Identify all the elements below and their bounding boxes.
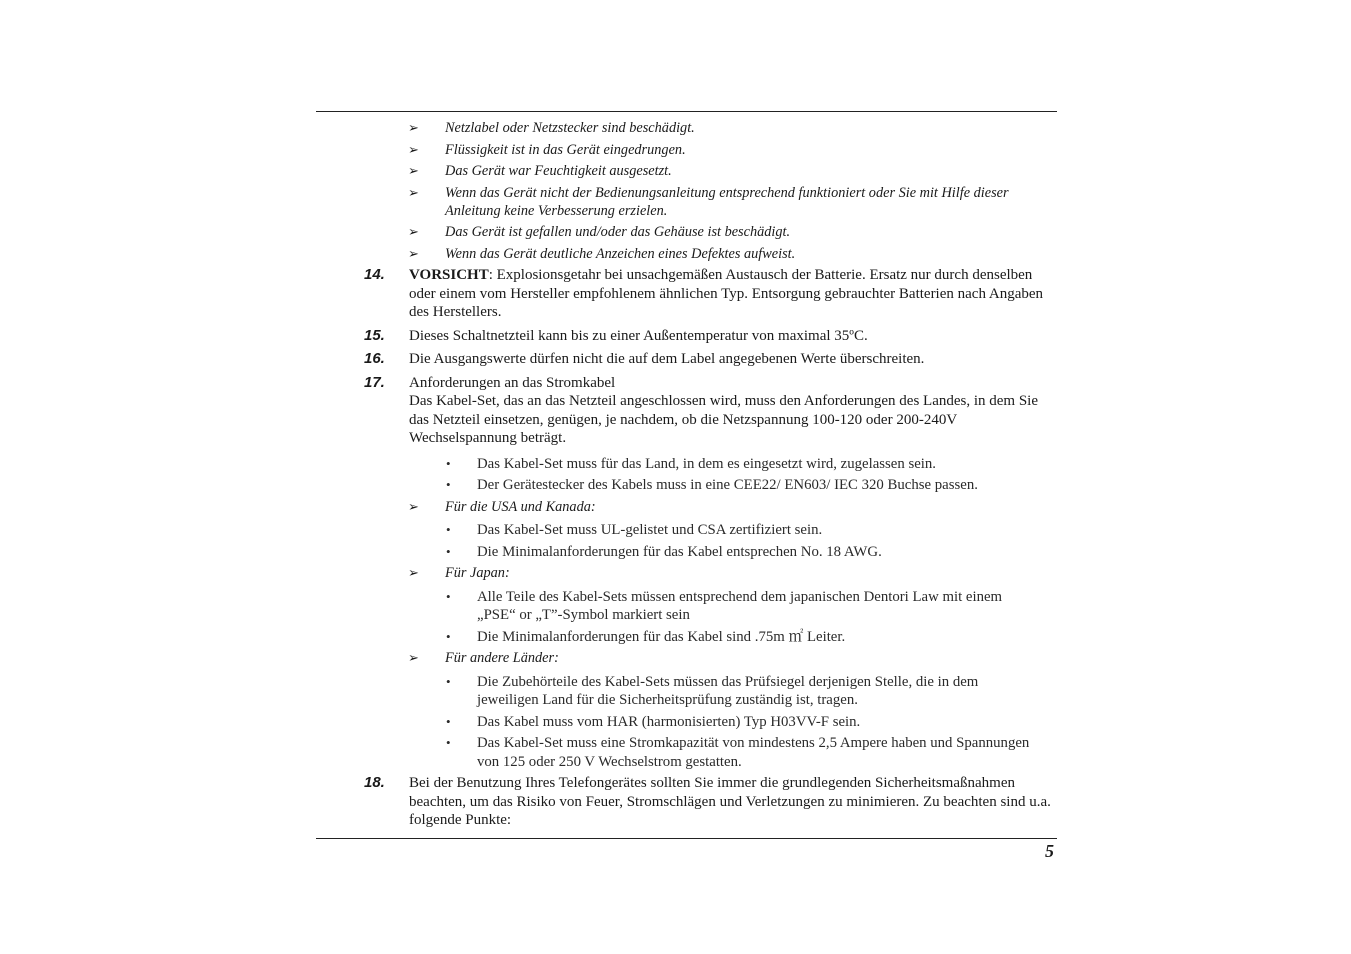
item-number: 14. bbox=[364, 266, 385, 283]
bullet-icon: • bbox=[446, 455, 451, 471]
arrow-bullet-icon: ➢ bbox=[408, 184, 419, 200]
safety-item-18: 18. Bei der Benutzung Ihres Telefongerätes sollten Sie immer die grundlegenden Sicherheitsmaßnahmen beachten, um das Risiko von Feuer, Stromschlägen und Verletzungen zu minimieren. Zu beachten sind u.a. folgende Punkte: bbox=[364, 774, 1051, 828]
safety-item-15: 15. Dieses Schaltnetzteil kann bis zu einer Außentemperatur von maximal 35ºC. bbox=[364, 326, 868, 344]
page-number: 5 bbox=[1045, 841, 1054, 861]
arrow-bullet-icon: ➢ bbox=[408, 120, 419, 135]
safety-item-14: 14. VORSICHT: Explosionsgetahr bei unsachgemäßen Austausch der Batterie. Ersatz nur durch denselben oder einem vom Hersteller empfohlenem ähnlichen Typ. Entsorgung gebrauchter Batterien nach Angaben des Herstellers. bbox=[364, 266, 1044, 320]
region-heading-usa: ➢ Für die USA und Kanada: bbox=[408, 498, 596, 515]
warning-condition-item: ➢ Netzlabel oder Netzstecker sind beschädigt. bbox=[408, 120, 695, 136]
item-number: 17. bbox=[364, 373, 385, 391]
list-item: • Das Kabel-Set muss für das Land, in dem es eingesetzt wird, zugelassen sein. bbox=[446, 455, 936, 472]
section-heading: Anforderungen an das Stromkabel bbox=[409, 374, 616, 391]
header-rule bbox=[316, 111, 1057, 112]
safety-item-17: 17. Anforderungen an das Stromkabel Das Kabel-Set, das an das Netzteil angeschlossen wird, muss den Anforderungen des Landes, in dem Sie das Netzteil einsetzen, genügen, je nachdem, ob die Netzspannung 100-120 oder 200-240V Wechselspannung beträgt. bbox=[409, 374, 1054, 448]
safety-item-16: 16. Die Ausgangswerte dürfen nicht die auf dem Label angegebenen Werte überschreiten. bbox=[364, 350, 925, 367]
bullet-icon: • bbox=[446, 673, 451, 689]
list-item: • Der Gerätestecker des Kabels muss in eine CEE22/ EN603/ IEC 320 Buchse passen. bbox=[446, 477, 978, 493]
arrow-bullet-icon: ➢ bbox=[408, 141, 419, 157]
page-content bbox=[0, 119, 1351, 835]
region-heading-other: ➢ Für andere Länder: bbox=[408, 650, 559, 666]
item-number: 16. bbox=[364, 350, 385, 367]
list-item: • Alle Teile des Kabel-Sets müssen entsprechend dem japanischen Dentori Law mit einem „PSE“ or „T”-Symbol markiert sein bbox=[446, 588, 1003, 623]
warning-condition-item: ➢ Wenn das Gerät nicht der Bedienungsanleitung entsprechend funktioniert oder Sie mit Hilfe dieser Anleitung keine Verbesserung erzielen. bbox=[408, 184, 1009, 219]
item-number: 15. bbox=[364, 326, 385, 344]
arrow-bullet-icon: ➢ bbox=[408, 163, 419, 178]
list-item: • Das Kabel muss vom HAR (harmonisierten) Typ H03VV-F sein. bbox=[446, 713, 861, 730]
warning-condition-item: ➢ Wenn das Gerät deutliche Anzeichen eines Defektes aufweist. bbox=[408, 245, 796, 262]
list-item: • Die Minimalanforderungen für das Kabel sind .75m ㎡ Leiter. bbox=[446, 628, 846, 645]
bullet-icon: • bbox=[446, 543, 451, 559]
arrow-bullet-icon: ➢ bbox=[408, 224, 419, 239]
arrow-bullet-icon: ➢ bbox=[408, 498, 419, 514]
item-number: 18. bbox=[364, 774, 385, 791]
bullet-icon: • bbox=[446, 713, 451, 729]
list-item: • Das Kabel-Set muss eine Stromkapazität von mindestens 2,5 Ampere haben und Spannungen von 125 oder 250 V Wechselstrom gestatten. bbox=[446, 735, 1030, 770]
list-item: • Die Minimalanforderungen für das Kabel entsprechen No. 18 AWG. bbox=[446, 543, 882, 560]
footer-rule bbox=[316, 838, 1057, 839]
warning-condition-item: ➢ Das Gerät war Feuchtigkeit ausgesetzt. bbox=[408, 163, 672, 179]
bullet-icon: • bbox=[446, 628, 451, 644]
bullet-icon: • bbox=[446, 735, 451, 750]
arrow-bullet-icon: ➢ bbox=[408, 650, 419, 665]
warning-condition-item: ➢ Das Gerät ist gefallen und/oder das Gehäuse ist beschädigt. bbox=[408, 224, 791, 240]
caution-label: VORSICHT bbox=[409, 267, 489, 283]
region-heading-japan: ➢ Für Japan: bbox=[408, 565, 510, 581]
warning-condition-item: ➢ Flüssigkeit ist in das Gerät eingedrungen. bbox=[408, 141, 686, 158]
list-item: • Das Kabel-Set muss UL-gelistet und CSA zertifiziert sein. bbox=[446, 522, 823, 538]
arrow-bullet-icon: ➢ bbox=[408, 565, 419, 580]
bullet-icon: • bbox=[446, 588, 451, 604]
list-item: • Die Zubehörteile des Kabel-Sets müssen das Prüfsiegel derjenigen Stelle, die in dem jeweiligen Land für die Sicherheitsprüfung zuständig ist, tragen. bbox=[446, 673, 979, 708]
arrow-bullet-icon: ➢ bbox=[408, 245, 419, 261]
bullet-icon: • bbox=[446, 477, 451, 492]
bullet-icon: • bbox=[446, 522, 451, 537]
